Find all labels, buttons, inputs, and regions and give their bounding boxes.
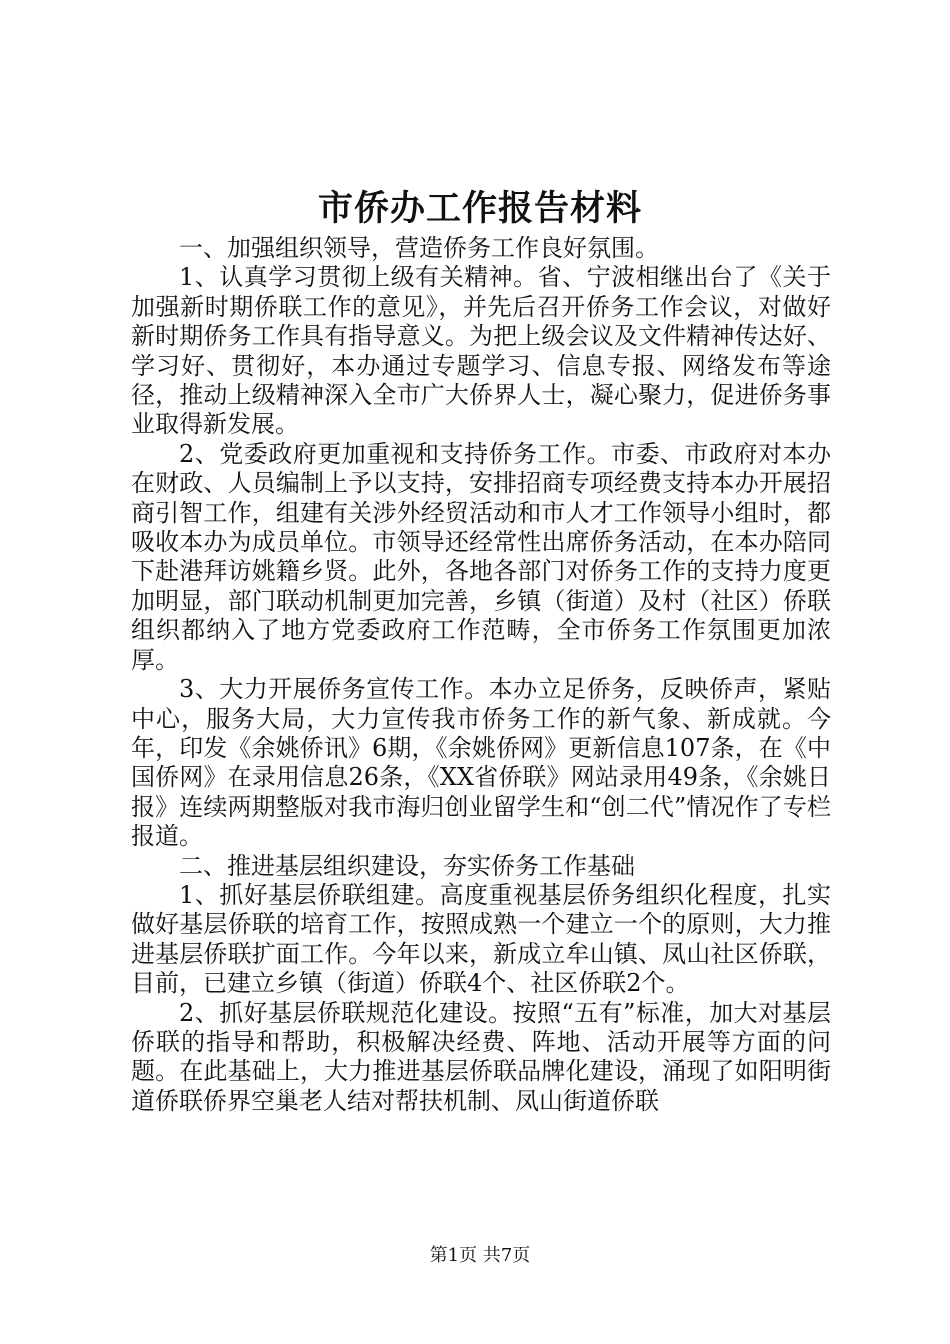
paragraph-section-1-heading: 一、加强组织领导，营造侨务工作良好氛围。 [179, 234, 659, 262]
page-number-footer: 第1页 共7页 [429, 1245, 531, 1266]
paragraph-1-3: 3、大力开展侨务宣传工作。本办立足侨务，反映侨声，紧贴中心，服务大局，大力宣传我市侨务工作的新气象、新成就。今年，印发《余姚侨讯》6期，《余姚侨网》更新信息107条，在《中国侨网》在录用信息26条，《XX省侨联》网站录用49条，《余姚日报》连续两期整版对我市海归创业留学生和“创二代”情况作了专栏报道。 [131, 675, 831, 851]
document-body [131, 234, 831, 1116]
paragraph-2-1: 1、抓好基层侨联组建。高度重视基层侨务组织化程度，扎实做好基层侨联的培育工作，按照成熟一个建立一个的原则，大力推进基层侨联扩面工作。今年以来，新成立牟山镇、凤山社区侨联，目前，已建立乡镇（街道）侨联4个、社区侨联2个。 [131, 880, 831, 998]
paragraph-1-2: 2、党委政府更加重视和支持侨务工作。市委、市政府对本办在财政、人员编制上予以支持，安排招商专项经费支持本办开展招商引智工作，组建有关涉外经贸活动和市人才工作领导小组时，都吸收本办为成员单位。市领导还经常性出席侨务活动，在本办陪同下赴港拜访姚籍乡贤。此外，各地各部门对侨务工作的支持力度更加明显，部门联动机制更加完善，乡镇（街道）及村（社区）侨联组织都纳入了地方党委政府工作范畴，全市侨务工作氛围更加浓厚。 [131, 439, 831, 674]
paragraph-2-2: 2、抓好基层侨联规范化建设。按照“五有”标准，加大对基层侨联的指导和帮助，积极解决经费、阵地、活动开展等方面的问题。在此基础上，大力推进基层侨联品牌化建设，涌现了如阳明街道侨联侨界空巢老人结对帮扶机制、凤山街道侨联 [131, 998, 831, 1115]
paragraph-section-2-heading: 二、推进基层组织建设，夯实侨务工作基础 [179, 851, 635, 880]
paragraph-1-1: 1、认真学习贯彻上级有关精神。省、宁波相继出台了《关于加强新时期侨联工作的意见》，并先后召开侨务工作会议，对做好新时期侨务工作具有指导意义。为把上级会议及文件精神传达好、学习好、贯彻好，本办通过专题学习、信息专报、网络发布等途径，推动上级精神深入全市广大侨界人士，凝心聚力，促进侨务事业取得新发展。 [131, 263, 831, 439]
document-title: 市侨办工作报告材料 [317, 188, 642, 229]
